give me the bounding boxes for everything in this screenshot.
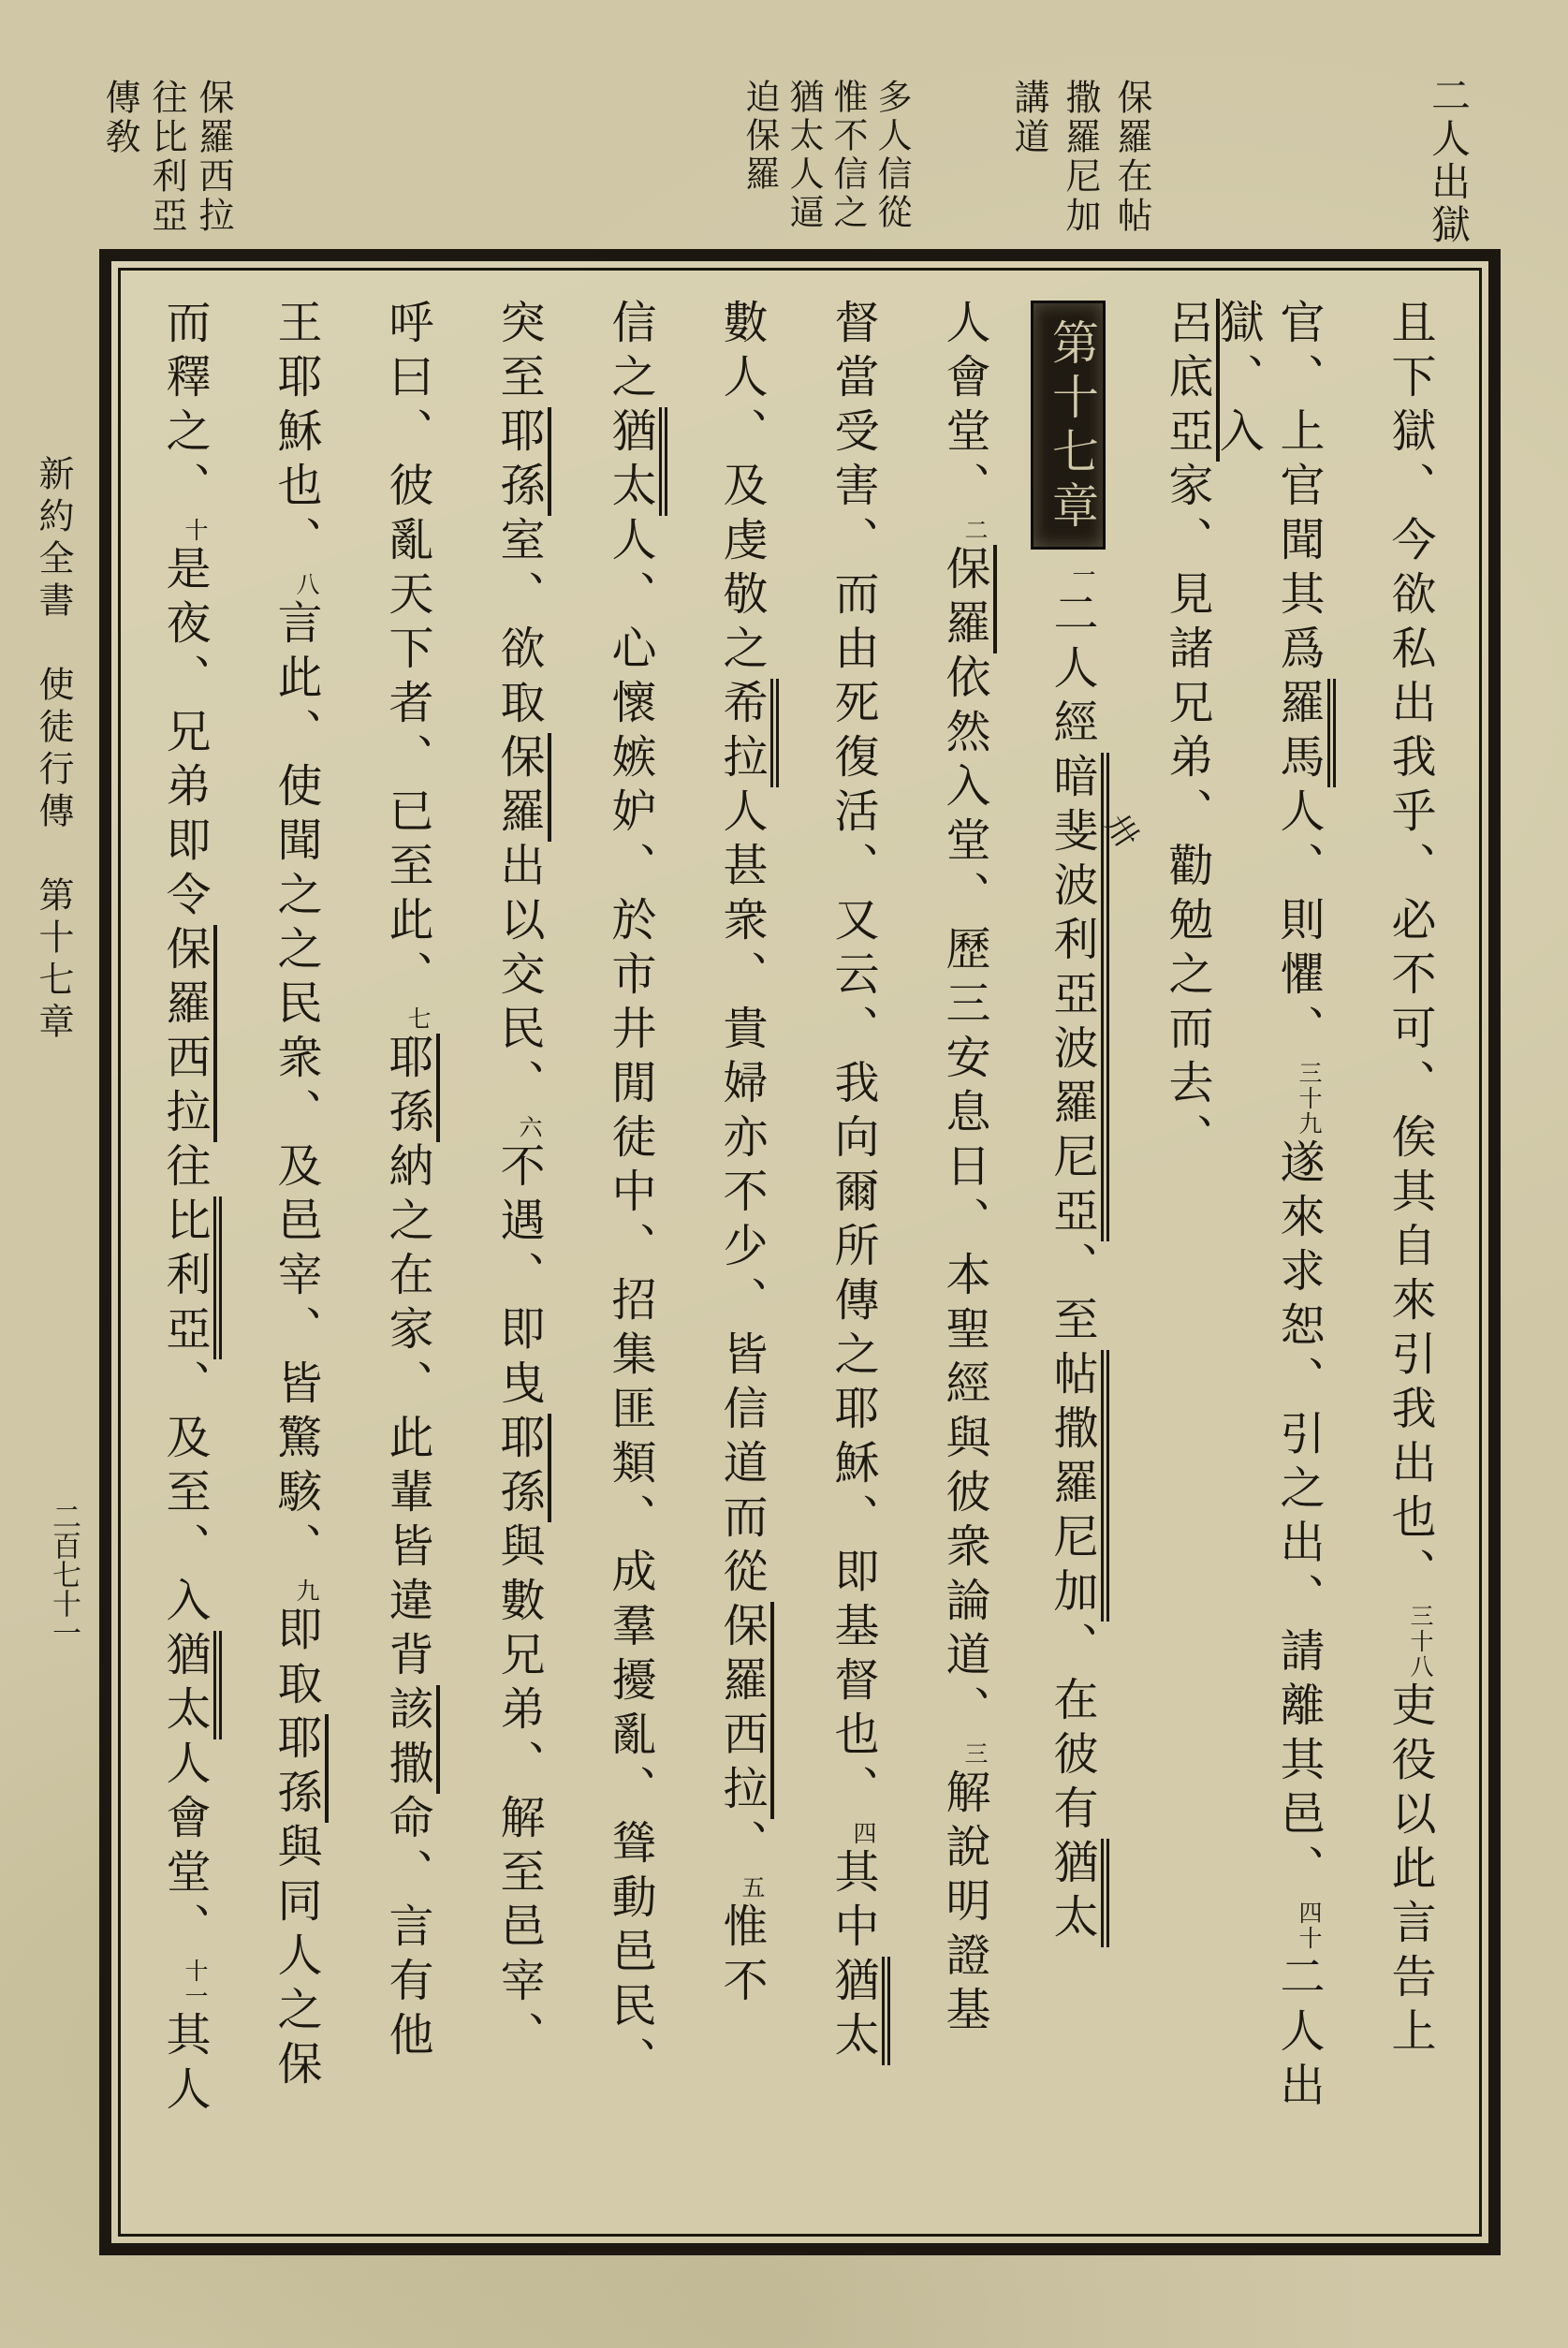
text-run: 室、欲取 — [492, 516, 545, 733]
text-run: 言此、使聞之之民衆、及邑宰、皆驚駭、 — [270, 599, 322, 1577]
text-run: 惟不 — [715, 1902, 768, 2011]
text-area — [123, 274, 1477, 2230]
proper-name: 保羅 — [492, 733, 551, 842]
text-run: 人會堂、 — [158, 1739, 211, 1957]
text-column — [1211, 299, 1356, 2211]
proper-name: 亞波羅尼亞 — [1046, 970, 1109, 1241]
verse-number: 五 — [739, 1875, 766, 1900]
proper-name: 呂底亞 — [1161, 299, 1220, 462]
text-column — [1022, 299, 1146, 2211]
verse-number: 二 — [961, 518, 989, 543]
frame-inner-rule — [118, 268, 1482, 2237]
margin-note-line: 講道 — [1008, 79, 1049, 157]
proper-name: 猶太 — [827, 1957, 890, 2065]
text-run: 家、見諸兄弟、勸勉之而去、 — [1161, 462, 1213, 1167]
text-run: 督當受害、而由死復活、又云、我向爾所傳之耶穌、即基督也、 — [827, 299, 879, 1819]
text-run: 吏役以此言告上 — [1384, 1681, 1436, 2062]
verse-number: 三十八 — [1407, 1604, 1434, 1680]
margin-note-paul-silas-to-berea — [94, 79, 234, 266]
spine-title: 新約全書 使徒行傳 第十七章 — [33, 455, 74, 1045]
text-run: 數人、及虔敬之 — [715, 299, 768, 679]
text-run: 二人出獄、入 — [1211, 299, 1325, 2116]
verse-number: 四 — [850, 1821, 877, 1846]
text-column — [242, 299, 354, 2211]
text-run: 且下獄、今欲私出我乎、必不可、俟其自來引我出也、 — [1384, 299, 1436, 1602]
text-run: 而釋之、 — [158, 299, 211, 516]
verse-number: 十一 — [182, 1959, 209, 2009]
verse-number: 七 — [404, 1006, 432, 1032]
proper-name: 暗斐波利 — [1046, 753, 1109, 970]
proper-name: 該撒 — [381, 1685, 440, 1794]
text-run: 其中 — [827, 1848, 879, 1957]
text-run: 人、則懼、 — [1272, 787, 1325, 1059]
proper-name: 耶孫 — [492, 407, 551, 516]
margin-note-line: 迫保羅 — [740, 79, 780, 194]
text-run: 、及至、入 — [158, 1359, 211, 1631]
proper-name: 羅馬 — [1272, 679, 1336, 787]
text-run: 王耶穌也、 — [270, 299, 322, 570]
margin-note-two-men-freed — [1415, 75, 1472, 262]
verse-number: 六 — [516, 1115, 543, 1140]
margin-note-line: 惟不信之 — [828, 79, 868, 232]
text-run: 命、言有他 — [381, 1794, 433, 2065]
margin-note-line: 撒羅尼加 — [1060, 79, 1101, 236]
proper-name: 比利亞 — [158, 1196, 222, 1359]
proper-name: 猶太 — [1046, 1839, 1109, 1947]
margin-note-line: 傳敎 — [99, 79, 140, 157]
text-run: 與同人之保 — [270, 1823, 322, 2094]
proper-name: 耶孫 — [381, 1034, 440, 1142]
text-run: 不遇、即曳 — [492, 1142, 545, 1414]
margin-note-many-believe — [736, 79, 912, 266]
inline-correction-mark: 卅 — [1097, 802, 1146, 853]
verse-number: 三十九 — [1296, 1061, 1323, 1137]
text-run: 納之在家、此輩皆違背 — [381, 1142, 433, 1685]
text-run: 、至 — [1046, 1241, 1098, 1350]
text-column — [577, 299, 688, 2211]
text-run: 、在彼有 — [1046, 1622, 1098, 1839]
margin-note-line: 猶太人逼 — [784, 79, 824, 232]
margin-note-line: 保羅在帖 — [1111, 79, 1152, 236]
chapter-heading: 第十七章 — [1031, 301, 1106, 550]
text-column — [1356, 299, 1468, 2211]
verse-number: 三 — [961, 1741, 989, 1767]
text-column — [1134, 299, 1245, 2211]
proper-name: 耶孫 — [492, 1414, 551, 1522]
text-run: 即取 — [270, 1606, 322, 1714]
text-run: 人、心懷嫉妒、於市井閒徒中、招集匪類、成羣擾亂、聳動邑民、 — [604, 516, 656, 2091]
text-run: 官、上官聞其爲 — [1272, 299, 1325, 679]
text-run: 人甚衆、貴婦亦不少、皆信道而從 — [715, 787, 768, 1602]
verse-number: 八 — [293, 572, 320, 597]
text-run: 出以交民、 — [492, 842, 545, 1113]
text-column — [799, 299, 911, 2211]
margin-note-line: 二人出獄 — [1426, 75, 1472, 247]
text-run: 人會堂、 — [938, 299, 990, 516]
text-run: 突至 — [492, 299, 545, 407]
margin-note-paul-at-thessalonica — [998, 79, 1152, 266]
proper-name: 保羅西拉 — [158, 925, 217, 1142]
text-run: 往 — [158, 1142, 211, 1196]
text-run: 信之 — [604, 299, 656, 407]
text-run: 二人經 — [1046, 590, 1098, 753]
text-run: 、 — [715, 1819, 768, 1873]
proper-name: 猶太 — [604, 407, 667, 516]
proper-name: 帖撒羅尼加 — [1046, 1350, 1109, 1622]
text-run: 依然入堂、歷三安息日、本聖經與彼衆論道、 — [938, 653, 990, 1739]
text-run: 是夜、兄弟即令 — [158, 545, 211, 925]
text-column — [688, 299, 799, 2211]
verse-number: 九 — [293, 1578, 320, 1604]
verse-number: 十 — [182, 518, 209, 543]
proper-name: 保羅西拉 — [715, 1602, 774, 1819]
text-run: 呼曰、彼亂天下者、已至此、 — [381, 299, 433, 1005]
margin-note-line: 多人信從 — [872, 79, 912, 232]
text-column — [465, 299, 577, 2211]
text-column — [131, 299, 242, 2211]
text-run: 解說明證基 — [938, 1768, 990, 2040]
proper-name: 耶孫 — [270, 1714, 329, 1823]
text-run: 遂來求恕、引之出、請離其邑、 — [1272, 1138, 1325, 1899]
verse-number: 四十 — [1296, 1900, 1323, 1951]
text-run: 其人 — [158, 2011, 211, 2120]
margin-note-line: 往比利亞 — [146, 79, 187, 236]
proper-name: 猶太 — [158, 1631, 222, 1739]
page-frame — [99, 249, 1501, 2255]
margin-note-line: 保羅西拉 — [193, 79, 234, 236]
text-run: 與數兄弟、解至邑宰、 — [492, 1522, 545, 2065]
verse-number: 一 — [1069, 563, 1096, 588]
page-number: 二百七十一 — [47, 1502, 81, 1647]
text-column — [354, 299, 465, 2211]
text-column — [911, 299, 1022, 2211]
proper-name: 保羅 — [938, 545, 997, 653]
proper-name: 希拉 — [715, 679, 779, 787]
